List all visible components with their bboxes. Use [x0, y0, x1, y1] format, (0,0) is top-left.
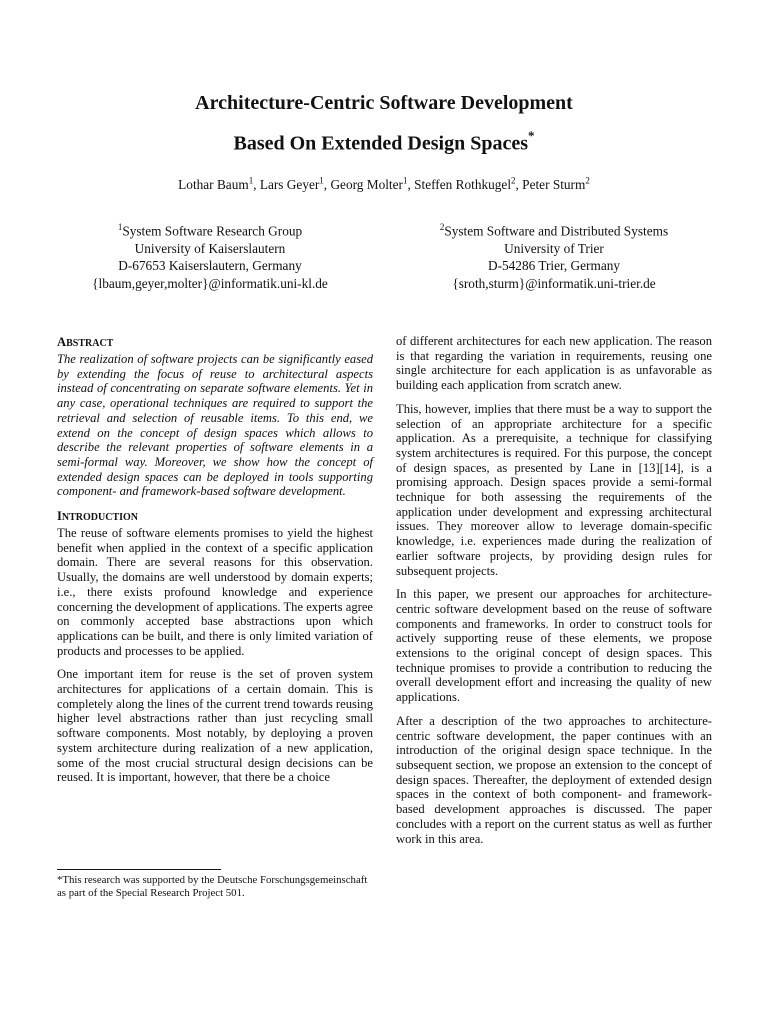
- introduction-heading-initial: I: [57, 509, 62, 524]
- abstract-heading-rest: BSTRACT: [66, 338, 114, 349]
- author: [330, 177, 414, 192]
- title-footnote-mark: *: [528, 128, 535, 143]
- left-column: [57, 334, 373, 794]
- author: [522, 177, 590, 192]
- right-paragraph-4: After a description of the two approaches to architecture-centric software development, the paper continues with an introduction of the original design space technique. In the subsequent section, we propose an extension to the concept of design spaces. Thereafter, the deployment of extended design spaces in the context of both component- and framework-based development approaches is discussed. The paper concludes with a report on the current status as well as further work in this area.: [396, 713, 712, 846]
- author-affiliation-mark: 2: [585, 176, 590, 186]
- author-name: Peter Sturm: [522, 177, 586, 193]
- affiliation-mark: 1: [117, 222, 123, 232]
- author: [178, 177, 260, 192]
- author-separator: ,: [407, 177, 415, 193]
- affiliation-group: System Software Research Group: [122, 223, 303, 239]
- abstract-text: The realization of software projects can be significantly eased by extending the focus of reuse to architectural aspects instead of concentrating on separate software elements. Yet in any case, operational techniques are required to support the retrieval and selection of reusable items. To this end, we extend on the concept of design spaces which allows to describe the relevant properties of software elements in a semi-formal way. Moreover, we show how the concept of extended design spaces can be deployed in tools supporting component- and framework-based software development.: [57, 352, 373, 499]
- affiliation-email: {lbaum,geyer,molter}@informatik.uni-kl.de: [92, 275, 328, 291]
- author-name: Lars Geyer: [259, 177, 320, 193]
- introduction-heading: [57, 508, 373, 526]
- author-list: [0, 172, 768, 194]
- abstract-heading: [57, 334, 373, 352]
- affiliation-university: University of Kaiserslautern: [134, 240, 286, 256]
- author-affiliation-mark: 1: [248, 176, 254, 186]
- affiliation-line: [404, 219, 704, 240]
- author-separator: ,: [515, 177, 523, 193]
- affiliation-kaiserslautern: [60, 219, 360, 292]
- author-separator: ,: [323, 177, 331, 193]
- author-name: Georg Molter: [330, 177, 403, 193]
- affiliation-university: University of Trier: [504, 240, 604, 256]
- intro-paragraph-1: The reuse of software elements promises to yield the highest benefit when applied in the context of a specific application domain. There are several reasons for this observation. Usually, the domains are well understood by domain experts; i.e., there exists profound knowledge and experience concerning the development of applications. The experts agree on commonly accepted base abstractions upon which applications can be built, and there is only limited variation of products and processes to be applied.: [57, 526, 373, 658]
- author-name: Lothar Baum: [178, 177, 249, 193]
- paper-title-line-2: [0, 126, 768, 156]
- author-separator: ,: [253, 177, 260, 193]
- affiliation-email: {sroth,sturm}@informatik.uni-trier.de: [452, 275, 656, 291]
- right-paragraph-2: This, however, implies that there must be a way to support the selection of an appropriate architecture for a specific application. As a prerequisite, a technique for classifying system architectures is required. For this purpose, the concept of design spaces, as presented by Lane in [13][14], is a promising approach. Design spaces provide a semi-formal technique for both assessing the requirements of the application under development and expressing architectural issues. They moreover allow to leverage domain-specific knowledge, i.e. experiences made during the realization of earlier software projects, by providing design rules for subsequent projects.: [396, 401, 712, 578]
- right-column: [396, 334, 712, 855]
- abstract-heading-initial: A: [57, 335, 67, 349]
- affiliation-trier: [404, 219, 704, 292]
- paper-title-line-1: Architecture-Centric Software Development: [195, 92, 573, 114]
- author-affiliation-mark: 1: [402, 176, 408, 186]
- author-name: Steffen Rothkugel: [414, 177, 512, 193]
- author-affiliation-mark: 1: [319, 176, 324, 186]
- author: [260, 177, 331, 192]
- author: [414, 177, 522, 192]
- intro-paragraph-2: One important item for reuse is the set of proven system architectures for applications of a certain domain. This is completely along the lines of the current trend towards reusing higher level abstractions rather than just recycling small software components. Most notably, by deploying a proven system architecture during realization of a new application, some of the most crucial structural design decisions can be reused. It is important, however, that there be a choice: [57, 667, 373, 785]
- paper-title-line-2-text: Based On Extended Design Spaces: [233, 132, 528, 155]
- footnote: *This research was supported by the Deutsche Forschungsgemeinschaft as part of the Special Research Project 501.: [57, 874, 368, 900]
- footnote-divider: [57, 869, 221, 870]
- right-paragraph-1: of different architectures for each new application. The reason is that regarding the variation in requirements, reusing one single architecture for each application is as unfavorable as building each application from scratch anew.: [396, 334, 712, 393]
- right-paragraph-3: In this paper, we present our approaches for architecture-centric software development based on the reuse of software components and frameworks. In order to construct tools for actively supporting reuse of these elements, we propose extensions to the original concept of design spaces. This technique promises to provide a contribution to reducing the overall development effort and increasing the quality of new applications.: [396, 587, 712, 705]
- introduction-heading-rest: NTRODUCTION: [61, 512, 139, 524]
- affiliation-group: System Software and Distributed Systems: [444, 223, 669, 239]
- author-affiliation-mark: 2: [511, 176, 516, 186]
- affiliation-line: [60, 219, 360, 240]
- affiliation-address: D-54286 Trier, Germany: [487, 258, 621, 274]
- affiliation-mark: 2: [439, 222, 445, 232]
- affiliation-address: D-67653 Kaiserslautern, Germany: [118, 258, 302, 274]
